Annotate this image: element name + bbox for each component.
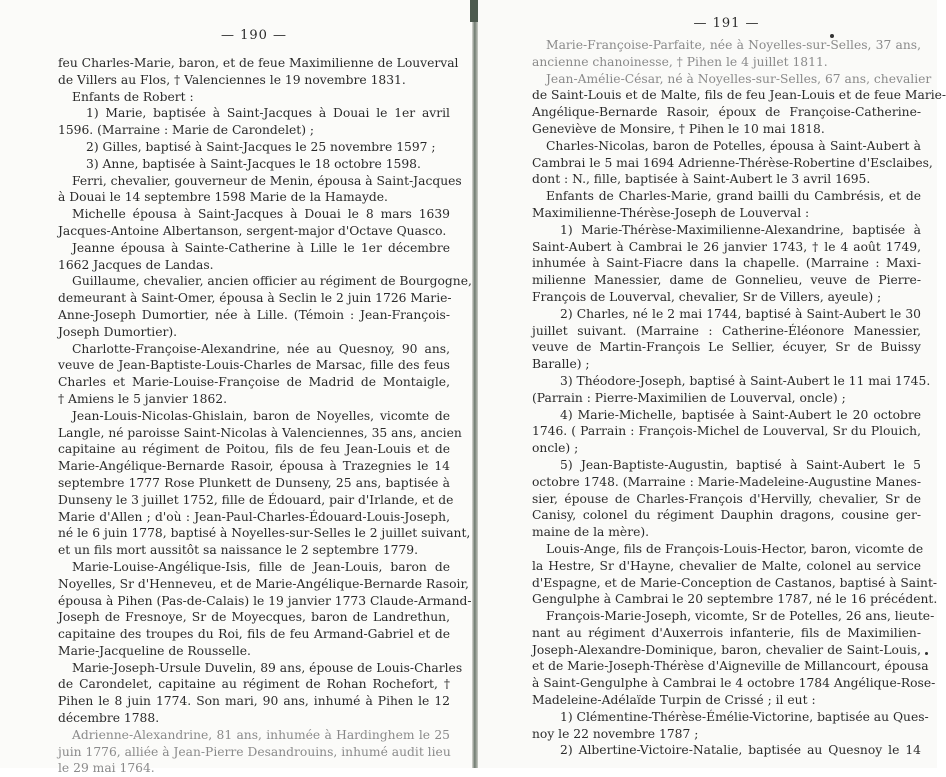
text-line: 2) Charles, né le 2 mai 1744, baptisé à Saint-Aubert le 30 bbox=[560, 306, 921, 321]
page-number: — 191 — bbox=[693, 16, 760, 31]
text-line: Ferri, chevalier, gouverneur de Menin, épousa à Saint-Jacques bbox=[72, 173, 462, 188]
text-line: d'Espagne, et de Marie-Conception de Castanos, baptisé à Saint- bbox=[532, 575, 938, 590]
text-line: ancienne chanoinesse, † Pihen le 4 juillet 1811. bbox=[532, 54, 828, 69]
text-line: Marie-Angélique-Bernarde Rasoir, épousa à Trazegnies le 14 bbox=[58, 459, 450, 474]
text-line: Enfants de Charles-Marie, grand bailli du Cambrésis, et de bbox=[546, 189, 921, 204]
text-line: de Villers au Flos, † Valenciennes le 19 novembre 1831. bbox=[58, 72, 406, 87]
text-line: demeurant à Saint-Omer, épousa à Seclin le 2 juin 1726 Marie- bbox=[58, 291, 452, 306]
text-line: 4) Marie-Michelle, baptisée à Saint-Aubert le 20 octobre bbox=[560, 407, 921, 422]
text-line: Jean-Amélie-César, né à Noyelles-sur-Selles, 67 ans, chevalier bbox=[546, 71, 932, 86]
ink-speck bbox=[830, 34, 834, 38]
text-line: Maximilienne-Thérèse-Joseph de Louverval : bbox=[532, 205, 810, 220]
text-line: Anne-Joseph Dumortier, née à Lille. (Témoin : Jean-François- bbox=[58, 307, 450, 322]
text-line: Baralle) ; bbox=[532, 357, 590, 372]
text-line: Jean-Louis-Nicolas-Ghislain, baron de Noyelles, vicomte de bbox=[72, 408, 450, 423]
text-line: François-Marie-Joseph, vicomte, Sr de Potelles, 26 ans, lieute- bbox=[546, 609, 935, 624]
text-line: Charles et Marie-Louise-Françoise de Madrid de Montaigle, bbox=[58, 375, 450, 390]
text-line: Marie-Françoise-Parfaite, née à Noyelles-sur-Selles, 37 ans, bbox=[546, 38, 921, 52]
text-line: 5) Jean-Baptiste-Augustin, baptisé à Saint-Aubert le 5 bbox=[560, 457, 921, 472]
text-line: (Parrain : Pierre-Maximilien de Louverval, oncle) ; bbox=[532, 390, 846, 405]
text-line: Guillaume, chevalier, ancien officier au régiment de Bourgogne, bbox=[72, 274, 472, 289]
text-line: et un fils mort aussitôt sa naissance le 2 septembre 1779. bbox=[58, 543, 419, 558]
text-line: Enfants de Robert : bbox=[72, 89, 194, 104]
text-line: Gengulphe à Cambrai le 20 septembre 1787, né le 16 précédent. bbox=[532, 592, 938, 607]
text-line: épousa à Pihen (Pas-de-Calais) le 19 janvier 1773 Claude-Armand- bbox=[58, 593, 472, 608]
text-line: Marie-Joseph-Ursule Duvelin, 89 ans, épouse de Louis-Charles bbox=[72, 660, 463, 675]
text-line: Cambrai le 5 mai 1694 Adrienne-Thérèse-Robertine d'Esclaibes, bbox=[532, 155, 933, 170]
text-block bbox=[532, 37, 946, 759]
text-line: Louis-Ange, fils de François-Louis-Hector, baron, vicomte de bbox=[546, 541, 924, 556]
text-line: Joseph Dumortier). bbox=[58, 324, 178, 339]
text-line: 2) Gilles, baptisé à Saint-Jacques le 25 novembre 1597 ; bbox=[86, 139, 436, 154]
text-line: nant au régiment d'Auxerrois infanterie, fils de Maximilien- bbox=[532, 625, 921, 640]
text-line: 1) Marie, baptisée à Saint-Jacques à Douai le 1er avril bbox=[86, 106, 450, 121]
text-line: Dunseny le 3 juillet 1752, fille de Édouard, pair d'Irlande, et de bbox=[58, 492, 454, 507]
text-line: juin 1776, alliée à Jean-Pierre Desandrouins, inhumé audit lieu bbox=[58, 744, 451, 759]
text-line: 2) Albertine-Victoire-Natalie, baptisée au Quesnoy le 14 bbox=[560, 743, 921, 758]
text-line: veuve de Jean-Baptiste-Louis-Charles de Marsac, fille des feus bbox=[58, 358, 450, 373]
text-line: à Saint-Gengulphe à Cambrai le 4 octobre 1784 Angélique-Rose- bbox=[532, 676, 936, 691]
text-line: 1) Clémentine-Thérèse-Émélie-Victorine, baptisée au Ques- bbox=[560, 709, 929, 724]
text-line: Marie d'Allen ; d'où : Jean-Paul-Charles-Édouard-Louis-Joseph, bbox=[58, 509, 450, 524]
text-line: 1596. (Marraine : Marie de Carondelet) ; bbox=[58, 123, 315, 138]
text-line: Marie-Jacqueline de Rousselle. bbox=[58, 643, 251, 658]
text-line: 3) Anne, baptisée à Saint-Jacques le 18 octobre 1598. bbox=[86, 156, 421, 171]
text-line: oncle) ; bbox=[532, 441, 579, 456]
text-line: 3) Théodore-Joseph, baptisé à Saint-Aubert le 11 mai 1745. bbox=[560, 373, 931, 388]
text-line: Adrienne-Alexandrine, 81 ans, inhumée à Hardinghem le 25 bbox=[72, 727, 450, 742]
text-line: né le 6 juin 1778, baptisé à Noyelles-sur-Selles le 2 juillet suivant, bbox=[58, 526, 471, 541]
page-number: — 190 — bbox=[220, 28, 288, 43]
text-line: Canisy, colonel du régiment Dauphin dragons, cousine ger- bbox=[532, 508, 921, 523]
text-line: Langle, né paroisse Saint-Nicolas à Valenciennes, 35 ans, ancien bbox=[58, 425, 462, 440]
text-line: et de Marie-Joseph-Thérèse d'Aigneville de Millancourt, épousa bbox=[532, 659, 929, 674]
text-line: feu Charles-Marie, baron, et de feue Maximilienne de Louverval bbox=[58, 56, 459, 70]
text-line: Jacques-Antoine Albertanson, sergent-major d'Octave Quasco. bbox=[58, 223, 447, 238]
text-line: inhumée à Saint-Fiacre dans la chapelle. (Marraine : Maxi- bbox=[532, 256, 921, 271]
text-line: octobre 1748. (Marraine : Marie-Madeleine-Augustine Manes- bbox=[532, 474, 921, 489]
text-line: Joseph-Alexandre-Dominique, baron, chevalier de Saint-Louis, bbox=[532, 642, 921, 657]
text-line: Angélique-Bernarde Rasoir, époux de Françoise-Catherine- bbox=[532, 105, 921, 120]
text-line: le 29 mai 1764. bbox=[58, 761, 155, 776]
text-line: 1) Marie-Thérèse-Maximilienne-Alexandrine, baptisée à bbox=[560, 222, 921, 237]
text-line: Madeleine-Adélaïde Turpin de Crissé ; il eut : bbox=[532, 693, 816, 708]
text-line: la Hestre, Sr d'Hayne, chevalier de Malte, colonel au service bbox=[532, 558, 921, 573]
ink-speck bbox=[925, 652, 928, 655]
text-line: † Amiens le 5 janvier 1862. bbox=[58, 391, 228, 406]
text-line: Jeanne épousa à Sainte-Catherine à Lille le 1er décembre bbox=[72, 240, 450, 255]
text-line: Saint-Aubert à Cambrai le 26 janvier 1743, † le 4 août 1749, bbox=[532, 239, 921, 254]
right-page bbox=[478, 0, 946, 768]
text-line: de Carondelet, capitaine au régiment de Rohan Rochefort, † bbox=[58, 677, 450, 692]
text-line: sier, épouse de Charles-François d'Hervilly, chevalier, Sr de bbox=[532, 491, 921, 506]
text-line: juillet suivant. (Marraine : Catherine-Éléonore Manessier, bbox=[532, 323, 921, 338]
text-line: noy le 22 novembre 1787 ; bbox=[532, 726, 699, 741]
text-line: Charles-Nicolas, baron de Potelles, épousa à Saint-Aubert à bbox=[546, 138, 921, 153]
text-line: veuve de Martin-François Le Sellier, écuyer, Sr de Buissy bbox=[532, 340, 921, 355]
text-block bbox=[58, 55, 472, 777]
text-line: milienne Manessier, dame de Gonnelieu, veuve de Pierre- bbox=[532, 273, 921, 288]
text-line: Charlotte-Françoise-Alexandrine, née au Quesnoy, 90 ans, bbox=[72, 341, 450, 356]
text-line: Pihen le 8 juin 1774. Son mari, 90 ans, inhumé à Pihen le 12 bbox=[58, 694, 450, 709]
text-line: capitaine des troupes du Roi, fils de feu Armand-Gabriel et de bbox=[58, 627, 450, 642]
text-line: Michelle épousa à Saint-Jacques à Douai le 8 mars 1639 bbox=[72, 207, 450, 222]
text-line: de Saint-Louis et de Malte, fils de feu Jean-Louis et de feue Marie- bbox=[532, 88, 946, 103]
text-line: Noyelles, Sr d'Henneveu, et de Marie-Angélique-Bernarde Rasoir, bbox=[58, 576, 469, 591]
text-line: Marie-Louise-Angélique-Isis, fille de Jean-Louis, baron de bbox=[72, 559, 450, 574]
text-line: François de Louverval, chevalier, Sr de Villers, ayeule) ; bbox=[532, 289, 882, 304]
left-page bbox=[0, 0, 472, 776]
text-line: 1662 Jacques de Landas. bbox=[58, 257, 214, 272]
text-line: dont : N., fille, baptisée à Saint-Aubert le 3 avril 1695. bbox=[532, 172, 871, 187]
text-line: Joseph de Fresnoye, Sr de Moyecques, baron de Landrethun, bbox=[58, 610, 450, 625]
text-line: maine de la mère). bbox=[532, 525, 650, 540]
text-line: 1746. ( Parrain : François-Michel de Louverval, Sr du Plouich, bbox=[532, 424, 921, 439]
text-line: Geneviève de Monsire, † Pihen le 10 mai 1818. bbox=[532, 121, 825, 136]
text-line: à Douai le 14 septembre 1598 Marie de la Hamayde. bbox=[58, 190, 388, 205]
text-line: capitaine au régiment de Poitou, fils de feu Jean-Louis et de bbox=[58, 442, 450, 457]
text-line: septembre 1777 Rose Plunkett de Dunseny, 25 ans, baptisée à bbox=[58, 475, 450, 490]
text-line: décembre 1788. bbox=[58, 711, 160, 726]
